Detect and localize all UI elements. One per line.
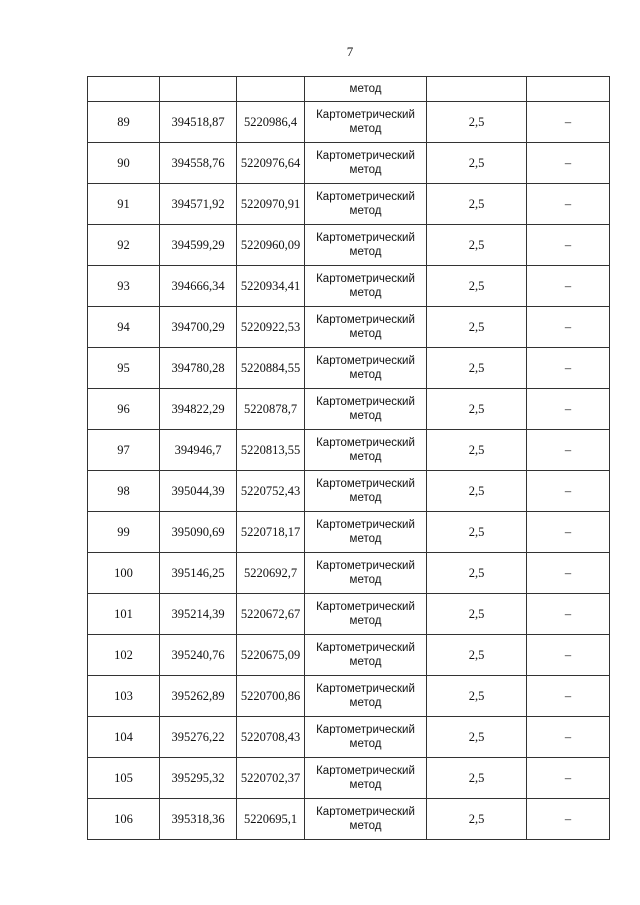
cell-method: Картометрический метод [305, 594, 427, 635]
cell-method: Картометрический метод [305, 512, 427, 553]
cell-x: 395276,22 [160, 717, 237, 758]
cell-y: 5220934,41 [237, 266, 305, 307]
cell-number: 95 [88, 348, 160, 389]
table-row [88, 184, 610, 225]
cell-y: 5220675,09 [237, 635, 305, 676]
cell-method: Картометрический метод [305, 102, 427, 143]
cell-number: 97 [88, 430, 160, 471]
cell-y: 5220692,7 [237, 553, 305, 594]
cell-number: 91 [88, 184, 160, 225]
cell-method: Картометрический метод [305, 553, 427, 594]
cell-x: 395318,36 [160, 799, 237, 840]
cell-y: 5220752,43 [237, 471, 305, 512]
cell-x: 395090,69 [160, 512, 237, 553]
table-row [88, 799, 610, 840]
cell-y: 5220718,17 [237, 512, 305, 553]
cell-method: Картометрический метод [305, 184, 427, 225]
table-row [88, 717, 610, 758]
cell-note: – [527, 512, 610, 553]
cell-x: 394558,76 [160, 143, 237, 184]
coordinates-table [87, 76, 610, 840]
cell-accuracy: 2,5 [427, 348, 527, 389]
cell-number: 99 [88, 512, 160, 553]
cell-note: – [527, 717, 610, 758]
table-row [88, 676, 610, 717]
cell-x: 395044,39 [160, 471, 237, 512]
cell-note: – [527, 594, 610, 635]
cell-y [237, 77, 305, 102]
cell-number: 102 [88, 635, 160, 676]
cell-y: 5220970,91 [237, 184, 305, 225]
cell-number: 105 [88, 758, 160, 799]
cell-number: 90 [88, 143, 160, 184]
cell-number: 98 [88, 471, 160, 512]
table-row [88, 430, 610, 471]
table-row [88, 389, 610, 430]
cell-accuracy: 2,5 [427, 266, 527, 307]
cell-number: 93 [88, 266, 160, 307]
table-row [88, 307, 610, 348]
cell-y: 5220922,53 [237, 307, 305, 348]
cell-accuracy: 2,5 [427, 225, 527, 266]
table-row [88, 553, 610, 594]
cell-method: Картометрический метод [305, 225, 427, 266]
page-number: 7 [346, 44, 354, 59]
table-row [88, 266, 610, 307]
cell-note: – [527, 307, 610, 348]
cell-accuracy: 2,5 [427, 594, 527, 635]
cell-x: 395146,25 [160, 553, 237, 594]
cell-x: 394571,92 [160, 184, 237, 225]
cell-accuracy: 2,5 [427, 758, 527, 799]
cell-method: Картометрический метод [305, 430, 427, 471]
cell-y: 5220702,37 [237, 758, 305, 799]
table-body [88, 77, 610, 840]
cell-method: Картометрический метод [305, 758, 427, 799]
cell-note: – [527, 471, 610, 512]
table-row [88, 635, 610, 676]
cell-note: – [527, 143, 610, 184]
cell-number: 96 [88, 389, 160, 430]
cell-method: Картометрический метод [305, 635, 427, 676]
continued-row [88, 77, 610, 102]
cell-y: 5220700,86 [237, 676, 305, 717]
cell-x: 394946,7 [160, 430, 237, 471]
table-row [88, 512, 610, 553]
table-row [88, 348, 610, 389]
cell-note: – [527, 799, 610, 840]
cell-accuracy: 2,5 [427, 635, 527, 676]
cell-x: 394780,28 [160, 348, 237, 389]
cell-x: 394666,34 [160, 266, 237, 307]
cell-number: 101 [88, 594, 160, 635]
cell-method: Картометрический метод [305, 143, 427, 184]
table-row [88, 102, 610, 143]
cell-method: Картометрический метод [305, 471, 427, 512]
cell-number: 94 [88, 307, 160, 348]
cell-method: Картометрический метод [305, 307, 427, 348]
cell-x: 394518,87 [160, 102, 237, 143]
cell-y: 5220695,1 [237, 799, 305, 840]
table-row [88, 143, 610, 184]
cell-note: – [527, 430, 610, 471]
cell-number: 100 [88, 553, 160, 594]
cell-accuracy: 2,5 [427, 799, 527, 840]
cell-accuracy: 2,5 [427, 717, 527, 758]
cell-number: 89 [88, 102, 160, 143]
cell-note: – [527, 676, 610, 717]
cell-number: 103 [88, 676, 160, 717]
cell-method: Картометрический метод [305, 389, 427, 430]
cell-x: 394700,29 [160, 307, 237, 348]
cell-accuracy: 2,5 [427, 307, 527, 348]
cell-y: 5220878,7 [237, 389, 305, 430]
cell-number: 104 [88, 717, 160, 758]
cell-note: – [527, 102, 610, 143]
cell-accuracy: 2,5 [427, 389, 527, 430]
cell-x [160, 77, 237, 102]
cell-note: – [527, 184, 610, 225]
cell-accuracy: 2,5 [427, 102, 527, 143]
table-row [88, 225, 610, 266]
table-row [88, 758, 610, 799]
cell-method: метод [305, 77, 427, 102]
cell-accuracy: 2,5 [427, 184, 527, 225]
cell-x: 395240,76 [160, 635, 237, 676]
cell-y: 5220813,55 [237, 430, 305, 471]
cell-note: – [527, 225, 610, 266]
cell-accuracy [427, 77, 527, 102]
cell-y: 5220960,09 [237, 225, 305, 266]
cell-number: 92 [88, 225, 160, 266]
cell-method: Картометрический метод [305, 266, 427, 307]
cell-accuracy: 2,5 [427, 676, 527, 717]
cell-method: Картометрический метод [305, 717, 427, 758]
cell-y: 5220672,67 [237, 594, 305, 635]
cell-x: 394599,29 [160, 225, 237, 266]
cell-number [88, 77, 160, 102]
table-row [88, 594, 610, 635]
cell-x: 395214,39 [160, 594, 237, 635]
cell-y: 5220708,43 [237, 717, 305, 758]
cell-y: 5220976,64 [237, 143, 305, 184]
cell-note: – [527, 348, 610, 389]
cell-note: – [527, 635, 610, 676]
cell-note [527, 77, 610, 102]
cell-method: Картометрический метод [305, 799, 427, 840]
cell-x: 395295,32 [160, 758, 237, 799]
cell-x: 394822,29 [160, 389, 237, 430]
cell-note: – [527, 389, 610, 430]
cell-accuracy: 2,5 [427, 553, 527, 594]
cell-y: 5220986,4 [237, 102, 305, 143]
cell-y: 5220884,55 [237, 348, 305, 389]
cell-method: Картометрический метод [305, 348, 427, 389]
cell-number: 106 [88, 799, 160, 840]
table-row [88, 471, 610, 512]
cell-x: 395262,89 [160, 676, 237, 717]
cell-accuracy: 2,5 [427, 471, 527, 512]
cell-note: – [527, 553, 610, 594]
cell-method: Картометрический метод [305, 676, 427, 717]
cell-accuracy: 2,5 [427, 430, 527, 471]
cell-accuracy: 2,5 [427, 512, 527, 553]
cell-accuracy: 2,5 [427, 143, 527, 184]
cell-note: – [527, 266, 610, 307]
cell-note: – [527, 758, 610, 799]
